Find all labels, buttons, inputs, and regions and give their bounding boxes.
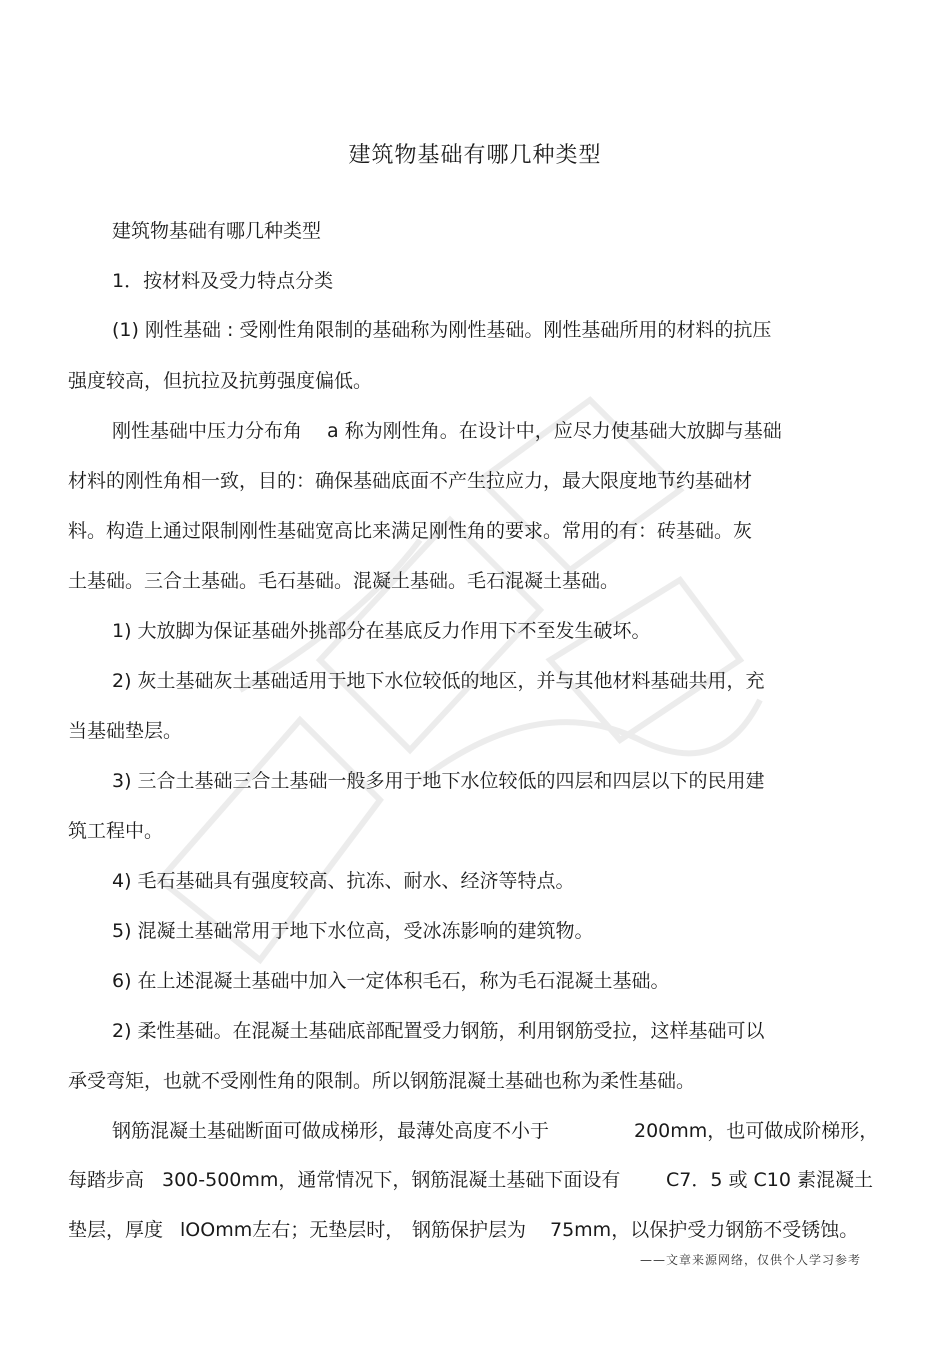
list-item-3-line-2: 筑工程中。 [68, 820, 164, 842]
rigid-foundation-line-2: 强度较高，但抗拉及抗剪强度偏低。 [68, 370, 373, 392]
rc-foundation-line-3-c: 钢筋保护层为 [412, 1219, 527, 1241]
flexible-foundation-line-2: 承受弯矩，也就不受刚性角的限制。所以钢筋混凝土基础也称为柔性基础。 [68, 1070, 696, 1092]
document-title: 建筑物基础有哪几种类型 [348, 143, 602, 168]
rc-foundation-line-1-b: 200mm，也可做成阶梯形， [634, 1120, 879, 1142]
list-item-4: 4) 毛石基础具有强度较高、抗冻、耐水、经济等特点。 [112, 870, 575, 892]
rc-foundation-line-1-a: 钢筋混凝土基础断面可做成梯形，最薄处高度不小于 [112, 1120, 550, 1142]
rc-foundation-line-3-a: 垫层，厚度 [68, 1219, 164, 1241]
list-item-2-line-2: 当基础垫层。 [68, 720, 183, 742]
flexible-foundation-line-1: 2) 柔性基础。在混凝土基础底部配置受力钢筋，利用钢筋受拉，这样基础可以 [112, 1020, 765, 1042]
source-footnote: ——文章来源网络，仅供个人学习参考 [640, 1253, 862, 1267]
rc-foundation-line-3-b: lOOmm左右；无垫层时， [180, 1219, 405, 1241]
list-item-1: 1) 大放脚为保证基础外挑部分在基底反力作用下不至发生破坏。 [112, 620, 651, 642]
rc-foundation-line-2-c: C7．5 或 C10 素混凝土 [666, 1169, 874, 1191]
list-item-3-line-1: 3) 三合土基础三合土基础一般多用于地下水位较低的四层和四层以下的民用建 [112, 770, 765, 792]
rigid-angle-line-3: 料。构造上通过限制刚性基础宽高比来满足刚性角的要求。常用的有：砖基础。灰 [68, 520, 753, 542]
list-item-2-line-1: 2) 灰土基础灰土基础适用于地下水位较低的地区，并与其他材料基础共用，充 [112, 670, 765, 692]
rc-foundation-line-2-a: 每踏步高 [68, 1169, 145, 1191]
rigid-angle-line-1: 刚性基础中压力分布角 a 称为刚性角。在设计中，应尽力使基础大放脚与基础 [112, 420, 782, 442]
classification-heading: 1．按材料及受力特点分类 [112, 270, 334, 292]
rigid-angle-line-2: 材料的刚性角相一致，目的：确保基础底面不产生拉应力，最大限度地节约基础材 [68, 470, 753, 492]
rc-foundation-line-2-b: 300-500mm，通常情况下，钢筋混凝土基础下面设有 [162, 1169, 621, 1191]
rigid-foundation-line-1: (1) 刚性基础 : 受刚性角限制的基础称为刚性基础。刚性基础所用的材料的抗压 [112, 319, 772, 341]
rc-foundation-line-3-d: 75mm，以保护受力钢筋不受锈蚀。 [550, 1219, 859, 1241]
list-item-5: 5) 混凝土基础常用于地下水位高，受冰冻影响的建筑物。 [112, 920, 594, 942]
section-heading: 建筑物基础有哪几种类型 [112, 220, 322, 242]
rigid-angle-line-4: 土基础。三合土基础。毛石基础。混凝土基础。毛石混凝土基础。 [68, 570, 620, 592]
list-item-6: 6) 在上述混凝土基础中加入一定体积毛石，称为毛石混凝土基础。 [112, 970, 670, 992]
